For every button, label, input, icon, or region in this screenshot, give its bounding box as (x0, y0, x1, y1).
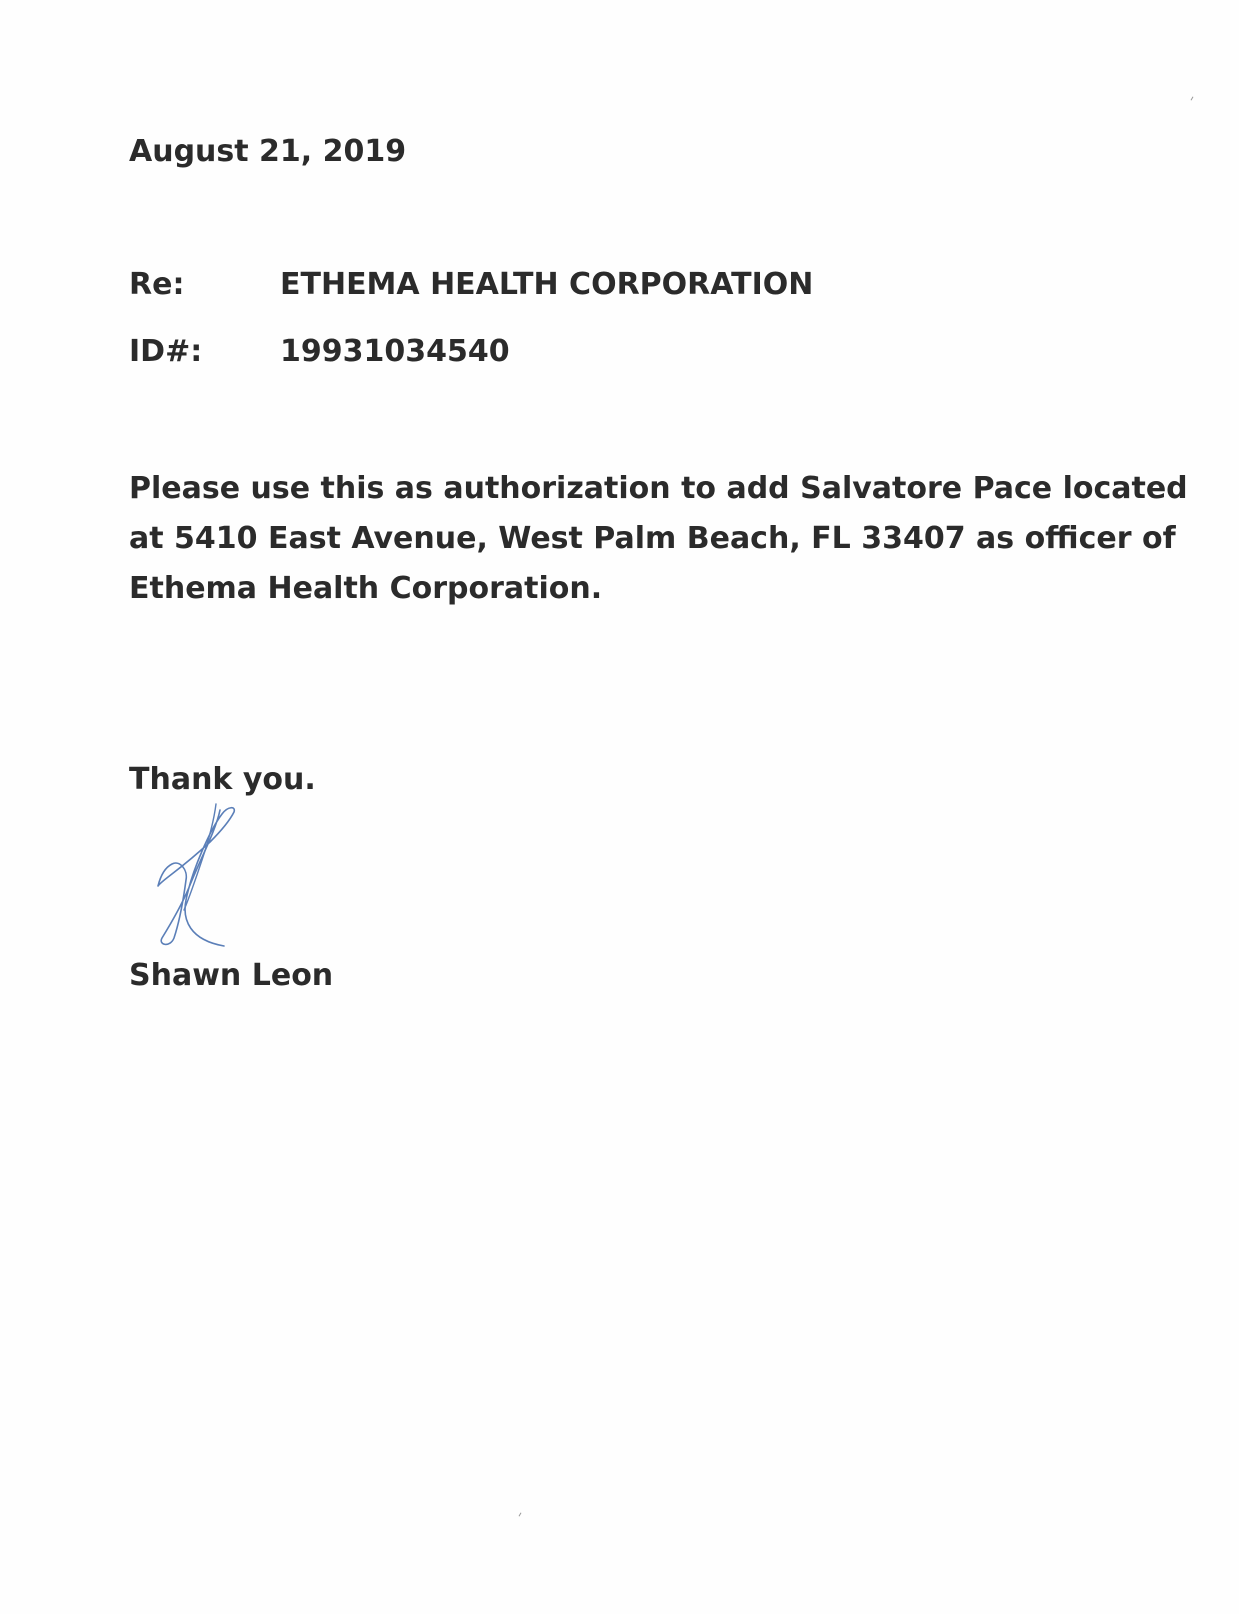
letter-body (129, 464, 1188, 614)
id-label: ID#: (129, 334, 203, 369)
re-value: ETHEMA HEALTH CORPORATION (280, 267, 814, 302)
body-line: at 5410 East Avenue, West Palm Beach, FL 33407 as officer of (129, 521, 1176, 556)
re-label: Re: (129, 267, 185, 302)
body-line: Please use this as authorization to add Salvatore Pace located (129, 471, 1188, 506)
body-line: Ethema Health Corporation. (129, 571, 603, 606)
scan-speck (1191, 97, 1194, 101)
letter-date: August 21, 2019 (129, 134, 407, 169)
signer-name: Shawn Leon (129, 958, 334, 993)
id-value: 19931034540 (280, 334, 510, 369)
scan-speck (519, 1513, 522, 1517)
signature-image (150, 800, 260, 950)
closing-text: Thank you. (129, 762, 316, 797)
